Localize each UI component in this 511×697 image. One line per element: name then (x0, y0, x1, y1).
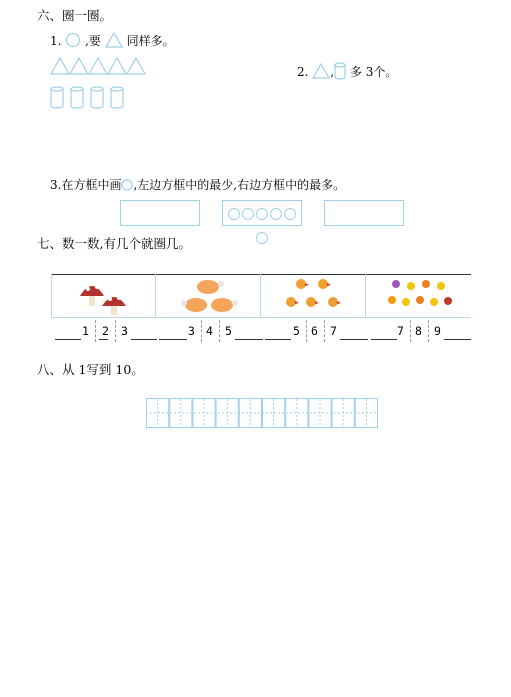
question-2-text: 多 3个。 (349, 65, 398, 79)
group-cell-chick (365, 274, 472, 317)
triangle-icon (51, 58, 69, 74)
left-answer-box[interactable] (120, 200, 200, 226)
section-7-heading: 七、数一数,有几个就圈几。 (37, 236, 191, 251)
circle-icon (242, 208, 254, 220)
mushroom-icon (52, 274, 156, 316)
triangle-icon (70, 58, 88, 74)
dashed-divider (95, 320, 96, 342)
cylinder-icon (111, 87, 123, 108)
number-option[interactable]: 7 (397, 324, 404, 338)
circle-icon (65, 32, 81, 48)
answer-line (99, 339, 108, 340)
answer-line (444, 339, 471, 340)
cylinder-icon (71, 87, 83, 108)
number-option[interactable]: 9 (434, 324, 441, 338)
dashed-divider (219, 320, 220, 342)
triangle-icon (108, 58, 126, 74)
question-2-comma: , (330, 65, 335, 79)
question-1 (50, 32, 175, 49)
chick-icon (366, 274, 472, 316)
circle-icon (121, 179, 133, 191)
triangle-icon (105, 32, 123, 48)
number-option[interactable]: 3 (121, 324, 128, 338)
dashed-divider (306, 320, 307, 342)
question-2-number: 2. (297, 65, 309, 79)
question-3 (50, 176, 345, 193)
circle-icon (228, 208, 240, 220)
bird-icon (261, 274, 366, 316)
question-3-text-1: 3.在方框中画 (50, 178, 122, 192)
number-option[interactable]: 7 (330, 324, 337, 338)
circle-icon (256, 232, 268, 244)
group-cell-bird (260, 274, 366, 317)
answer-line (55, 339, 81, 340)
group-cell-turtle (155, 274, 261, 317)
dashed-divider (428, 320, 429, 342)
cylinder-icon (334, 62, 346, 80)
dashed-divider (410, 320, 411, 342)
table-mid-border (51, 317, 471, 318)
question-1-text-2: 同样多。 (126, 34, 175, 48)
question-1-text-1: ,要 (85, 34, 101, 48)
dashed-divider (115, 320, 116, 342)
answer-line (235, 339, 263, 340)
number-option[interactable]: 5 (293, 324, 300, 338)
number-option[interactable]: 2 (102, 324, 109, 338)
section-8-heading: 八、从 1写到 10。 (37, 362, 144, 377)
number-option[interactable]: 6 (311, 324, 318, 338)
question-1-number: 1. (50, 34, 62, 48)
triangles-row (50, 56, 150, 76)
answer-line (265, 339, 291, 340)
cylinder-icon (51, 87, 63, 108)
circle-icon (284, 208, 296, 220)
number-option[interactable]: 8 (415, 324, 422, 338)
question-2 (297, 62, 397, 80)
group-cell-mushroom (51, 274, 156, 317)
answer-line (340, 339, 368, 340)
number-option[interactable]: 1 (82, 324, 89, 338)
triangle-icon (89, 58, 107, 74)
question-3-text-2: ,左边方框中的最少,右边方框中的最多。 (133, 178, 346, 192)
middle-circles-box (222, 200, 302, 226)
cylinders-row (50, 86, 130, 110)
triangle-icon (312, 63, 330, 79)
dashed-divider (324, 320, 325, 342)
turtle-icon (156, 274, 261, 316)
circle-icon (270, 208, 282, 220)
answer-line (371, 339, 397, 340)
circle-icon (256, 208, 268, 220)
triangle-icon (127, 58, 145, 74)
number-option[interactable]: 4 (206, 324, 213, 338)
answer-line (159, 339, 187, 340)
cylinder-icon (91, 87, 103, 108)
dashed-divider (201, 320, 202, 342)
number-option[interactable]: 3 (188, 324, 195, 338)
writing-grid[interactable] (146, 398, 378, 428)
section-6-heading: 六、圈一圈。 (37, 8, 113, 23)
number-option[interactable]: 5 (225, 324, 232, 338)
counting-table (51, 274, 471, 344)
answer-line (131, 339, 157, 340)
right-answer-box[interactable] (324, 200, 404, 226)
